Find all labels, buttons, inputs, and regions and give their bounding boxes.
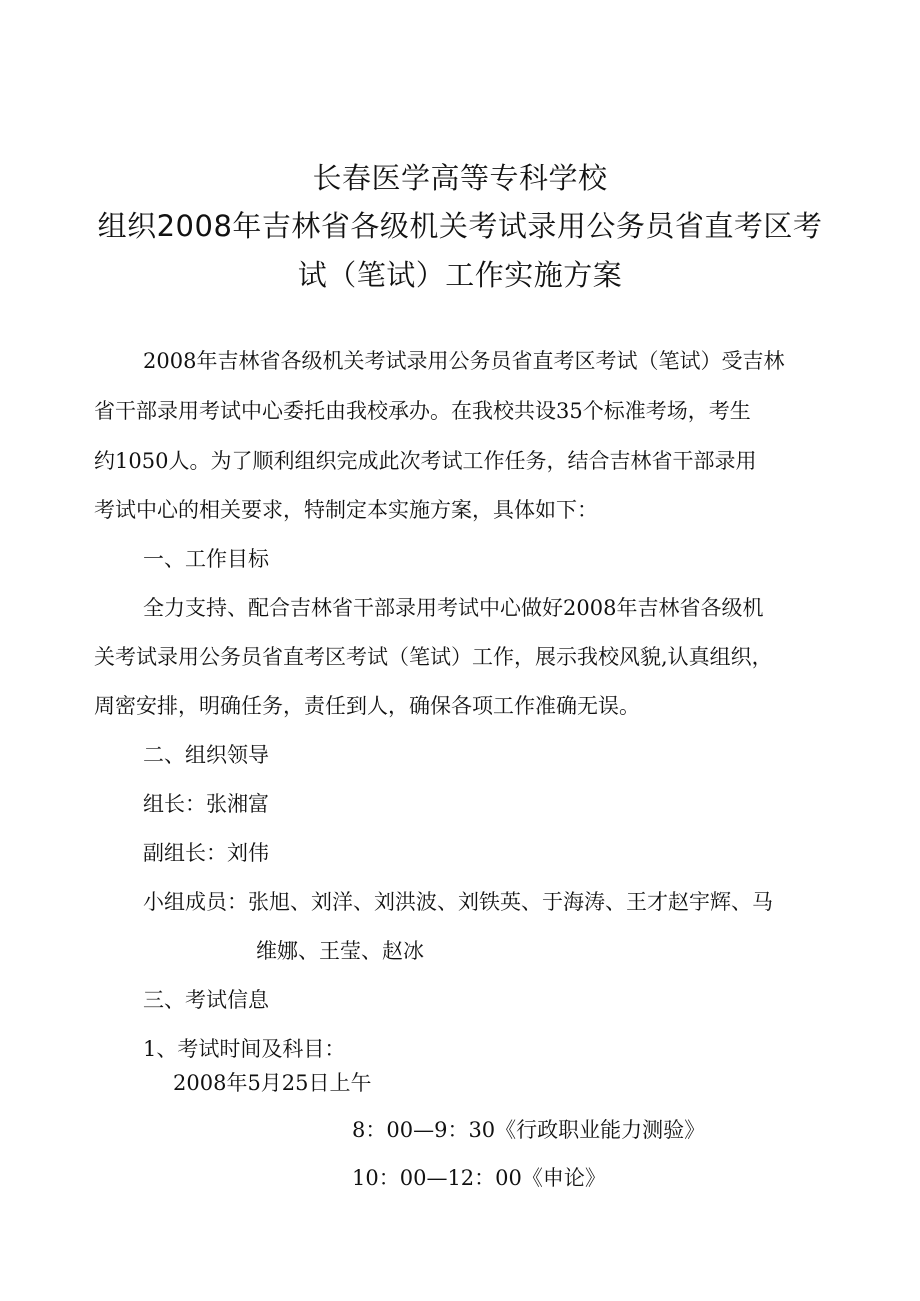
section-heading-leadership: 二、组织领导 <box>143 743 269 767</box>
intro-line-4: 考试中心的相关要求，特制定本实施方案，具体如下： <box>94 498 598 522</box>
intro-line-1: 2008年吉林省各级机关考试录用公务员省直考区考试（笔试）受吉林 <box>143 349 785 373</box>
exam-time-subjects-label: 1、考试时间及科目： <box>143 1037 346 1061</box>
goals-line-1: 全力支持、配合吉林省干部录用考试中心做好2008年吉林省各级机 <box>143 596 764 620</box>
members-line-1: 小组成员：张旭、刘洋、刘洪波、刘铁英、于海涛、王才赵宇辉、马 <box>143 890 773 914</box>
section-heading-exam-info: 三、考试信息 <box>143 988 269 1012</box>
exam-slot-morning-2: 10：00—12：00《申论》 <box>352 1166 606 1190</box>
goals-line-2: 关考试录用公务员省直考区考试（笔试）工作，展示我校风貌,认真组织， <box>94 645 773 669</box>
document-title-line-3: 试（笔试）工作实施方案 <box>297 258 623 292</box>
document-title-line-2: 组织2008年吉林省各级机关考试录用公务员省直考区考 <box>97 209 823 243</box>
members-line-2: 维娜、王莹、赵冰 <box>256 939 424 963</box>
intro-line-2: 省干部录用考试中心委托由我校承办。在我校共设35个标准考场，考生 <box>94 399 751 423</box>
document-title-line-1: 长春医学高等专科学校 <box>312 161 608 195</box>
goals-line-3: 周密安排，明确任务，责任到人，确保各项工作准确无误。 <box>94 694 640 718</box>
exam-slot-morning-1: 8：00—9：30《行政职业能力测验》 <box>352 1118 706 1142</box>
intro-line-3: 约1050人。为了顺利组织完成此次考试工作任务，结合吉林省干部录用 <box>94 449 757 473</box>
deputy-leader-line: 副组长：刘伟 <box>143 841 269 865</box>
exam-date: 2008年5月25日上午 <box>173 1071 372 1095</box>
section-heading-goals: 一、工作目标 <box>143 547 269 571</box>
leader-line: 组长：张湘富 <box>143 792 269 816</box>
